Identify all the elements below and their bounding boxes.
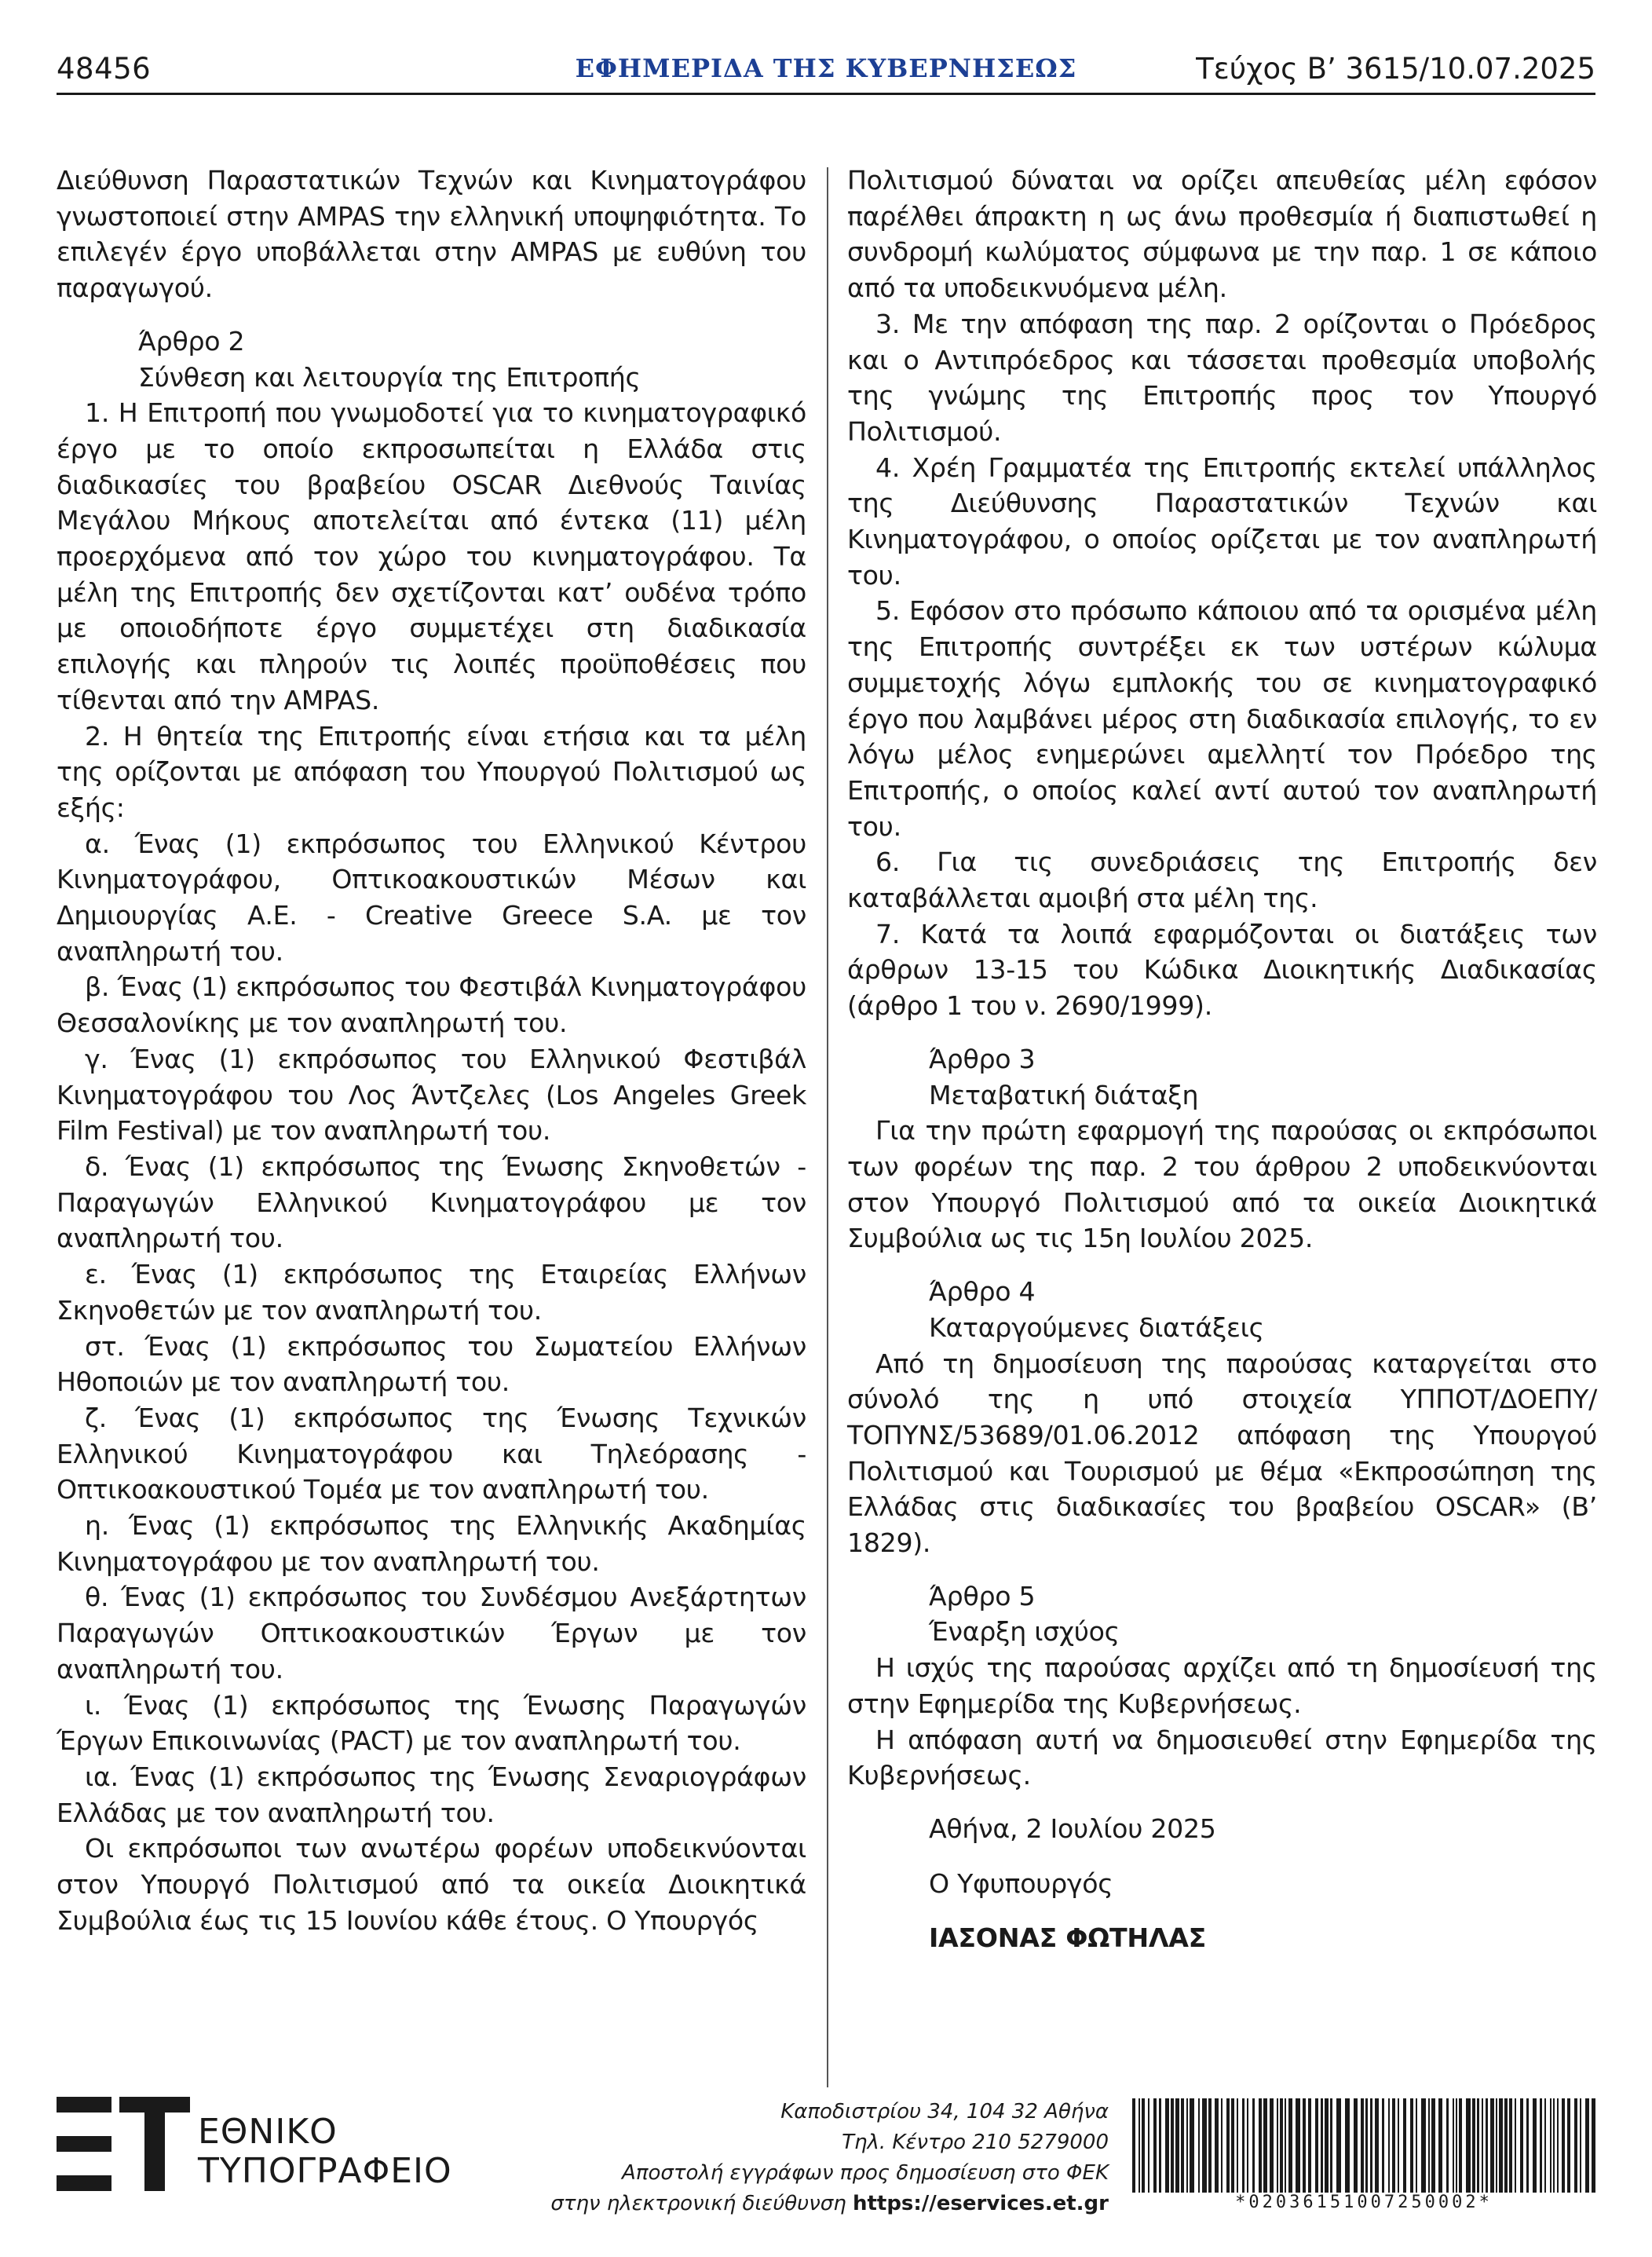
paragraph: Από τη δημοσίευση της παρούσας καταργείται στο σύνολό της η υπό στοιχεία ΥΠΠΟΤ/ΔΟΕΠΥ/ΤΟΠΥΝΣ/53689/01.06.2012 απόφαση της Υπουργού Πολιτισμού και Τουρισμού με θέμα «Εκπροσώπηση της Ελλάδας στις διαδικασίες του βραβείου OSCAR» (Β’ 1829).	[847, 1348, 1597, 1559]
paragraph: Για την πρώτη εφαρμογή της παρούσας οι εκπρόσωποι των φορέων της παρ. 2 του άρθρου 2 υποδεικνύονται στον Υπουργό Πολιτισμού από τα οικεία Διοικητικά Συμβούλια ως τις 15η Ιουλίου 2025.	[847, 1115, 1597, 1254]
list-item: δ. Ένας (1) εκπρόσωπος της Ένωσης Σκηνοθετών - Παραγωγών Ελληνικού Κινηματογράφου με τον αναπληρωτή του.	[57, 1150, 806, 1254]
gazette-title: ΕΦΗΜΕΡΙΔΑ ΤΗΣ ΚΥΒΕΡΝΗΣΕΩΣ	[575, 53, 1077, 83]
article-number: Άρθρο 4	[929, 1276, 1036, 1308]
signer-name: ΙΑΣΟΝΑΣ ΦΩΤΗΛΑΣ	[929, 1922, 1206, 1954]
list-item: γ. Ένας (1) εκπρόσωπος του Ελληνικού Φεστιβάλ Κινηματογράφου του Λος Άντζελες (Los Angeles Greek Film Festival) με τον αναπληρωτή του.	[57, 1043, 806, 1147]
paragraph: 1. Η Επιτροπή που γνωμοδοτεί για το κινηματογραφικό έργο με το οποίο εκπροσωπείται η Ελλάδα στις διαδικασίες του βραβείου OSCAR Διεθνούς Ταινίας Μεγάλου Μήκους αποτελείται από έντεκα (11) μέλη προερχόμενα από τον χώρο του κινηματογράφου. Τα μέλη της Επιτροπής δεν σχετίζονται κατ’ ουδένα τρόπο με οποιοδήποτε έργο συμμετέχει στη διαδικασία επιλογής και πληρούν τις λοιπές προϋποθέσεις που τίθενται από την AMPAS.	[57, 397, 806, 715]
left-column	[57, 163, 806, 1938]
list-item: ε. Ένας (1) εκπρόσωπος της Εταιρείας Ελλήνων Σκηνοθετών με τον αναπληρωτή του.	[57, 1259, 806, 1326]
list-item: ζ. Ένας (1) εκπρόσωπος της Ένωσης Τεχνικών Ελληνικού Κινηματογράφου και Τηλεόρασης - Οπτικοακουστικού Τομέα με τον αναπληρωτή του.	[57, 1402, 806, 1505]
article-number: Άρθρο 2	[138, 325, 245, 357]
article-number: Άρθρο 5	[929, 1580, 1036, 1611]
signer-role: Ο Υφυπουργός	[929, 1867, 1113, 1899]
list-item: η. Ένας (1) εκπρόσωπος της Ελληνικής Ακαδημίας Κινηματογράφου με τον αναπληρωτή του.	[57, 1510, 806, 1577]
email-line	[550, 2189, 1109, 2219]
paragraph: Η ισχύς της παρούσας αρχίζει από τη δημοσίευσή της στην Εφημερίδα της Κυβερνήσεως.	[847, 1652, 1597, 1719]
list-item: ια. Ένας (1) εκπρόσωπος της Ένωσης Σεναριογράφων Ελλάδας με τον αναπληρωτή του.	[57, 1761, 806, 1828]
paragraph: 7. Κατά τα λοιπά εφαρμόζονται οι διατάξεις των άρθρων 13-15 του Κώδικα Διοικητικής Διαδικασίας (άρθρο 1 του ν. 2690/1999).	[847, 918, 1597, 1022]
issue-number: Τεύχος Β’ 3615/10.07.2025	[1196, 52, 1595, 86]
right-column	[847, 163, 1597, 1956]
paragraph: 4. Χρέη Γραμματέα της Επιτροπής εκτελεί υπάλληλος της Διεύθυνσης Παραστατικών Τεχνών και Κινηματογράφου, ο οποίος ορίζεται με τον αναπληρωτή του.	[847, 452, 1597, 591]
email-prefix: στην ηλεκτρονική διεύθυνση	[550, 2192, 846, 2215]
article-title: Μεταβατική διάταξη	[929, 1079, 1199, 1110]
paragraph: 3. Με την απόφαση της παρ. 2 ορίζονται ο Πρόεδρος και ο Αντιπρόεδρος και τάσσεται προθεσμία υποβολής της γνώμης της Επιτροπής προς τον Υπουργό Πολιτισμού.	[847, 308, 1597, 447]
header-rule	[57, 93, 1595, 95]
list-item: β. Ένας (1) εκπρόσωπος του Φεστιβάλ Κινηματογράφου Θεσσαλονίκης με τον αναπληρωτή του.	[57, 971, 806, 1039]
paragraph: Η απόφαση αυτή να δημοσιευθεί στην Εφημερίδα της Κυβερνήσεως.	[847, 1724, 1597, 1791]
logo-text	[198, 2113, 452, 2191]
page-header	[57, 52, 1595, 99]
list-item: α. Ένας (1) εκπρόσωπος του Ελληνικού Κέντρου Κινηματογράφου, Οπτικοακουστικών Μέσων και Δημιουργίας Α.Ε. - Creative Greece S.A. με τον αναπληρωτή του.	[57, 828, 806, 967]
page-number: 48456	[57, 52, 152, 86]
article-title: Καταργούμενες διατάξεις	[929, 1311, 1264, 1343]
paragraph: 5. Εφόσον στο πρόσωπο κάποιου από τα ορισμένα μέλη της Επιτροπής συντρέξει εκ των υστέρων κώλυμα συμμετοχής λόγω εμπλοκής του σε κινηματογραφικό έργο που λαμβάνει μέρος στη διαδικασία επιλογής, το εν λόγω μέλος ενημερώνει αμελλητί τον Πρόεδρο της Επιτροπής, ο οποίος καλεί αντί αυτού τον αναπληρωτή του.	[847, 595, 1597, 842]
eservices-link[interactable]: https://eservices.et.gr	[852, 2192, 1109, 2215]
contact-info	[550, 2097, 1109, 2219]
list-item: θ. Ένας (1) εκπρόσωπος του Συνδέσμου Ανεξάρτητων Παραγωγών Οπτικοακουστικών Έργων με τον αναπληρωτή του.	[57, 1582, 806, 1685]
logo-line-2: ΤΥΠΟΓΡΑΦΕΙΟ	[198, 2151, 452, 2191]
barcode-icon	[1132, 2098, 1595, 2193]
address: Καποδιστρίου 34, 104 32 Αθήνα	[780, 2100, 1109, 2123]
et-logo-icon	[57, 2097, 190, 2191]
paragraph: 2. Η θητεία της Επιτροπής είναι ετήσια και τα μέλη της ορίζονται με απόφαση του Υπουργού Πολιτισμού ως εξής:	[57, 720, 806, 823]
article-number: Άρθρο 3	[929, 1043, 1036, 1074]
paragraph: 6. Για τις συνεδριάσεις της Επιτροπής δεν καταβάλλεται αμοιβή στα μέλη της.	[847, 847, 1597, 914]
phone: Τηλ. Κέντρο 210 5279000	[842, 2131, 1109, 2154]
column-divider	[827, 167, 828, 2087]
paragraph: Πολιτισμού δύναται να ορίζει απευθείας μέλη εφόσον παρέλθει άπρακτη η ως άνω προθεσμία ή διαπιστωθεί η συνδρομή κωλύματος σύμφωνα με την παρ. 1 σε κάποιο από τα υποδεικνυόμενα μέλη.	[847, 165, 1597, 304]
article-title: Σύνθεση και λειτουργία της Επιτροπής	[138, 361, 641, 393]
submission-note: Αποστολή εγγράφων προς δημοσίευση στο ΦΕΚ	[622, 2161, 1109, 2185]
barcode-number: *02036151007250002*	[1235, 2193, 1493, 2212]
paragraph: Διεύθυνση Παραστατικών Τεχνών και Κινηματογράφου γνωστοποιεί στην AMPAS την ελληνική υποψηφιότητα. Το επιλεγέν έργο υποβάλλεται στην AMPAS με ευθύνη του παραγωγού.	[57, 165, 806, 304]
list-item: ι. Ένας (1) εκπρόσωπος της Ένωσης Παραγωγών Έργων Επικοινωνίας (PACT) με τον αναπληρωτή του.	[57, 1689, 806, 1757]
article-title: Έναρξη ισχύος	[929, 1616, 1120, 1648]
place-date: Αθήνα, 2 Ιουλίου 2025	[929, 1813, 1216, 1844]
page-footer	[57, 2097, 1595, 2222]
list-item: στ. Ένας (1) εκπρόσωπος του Σωματείου Ελλήνων Ηθοποιών με τον αναπληρωτή του.	[57, 1330, 806, 1398]
logo-line-1: ΕΘΝΙΚΟ	[198, 2112, 338, 2152]
paragraph: Οι εκπρόσωποι των ανωτέρω φορέων υποδεικνύονται στον Υπουργό Πολιτισμού από τα οικεία Διοικητικά Συμβούλια έως τις 15 Ιουνίου κάθε έτους. Ο Υπουργός	[57, 1833, 806, 1936]
